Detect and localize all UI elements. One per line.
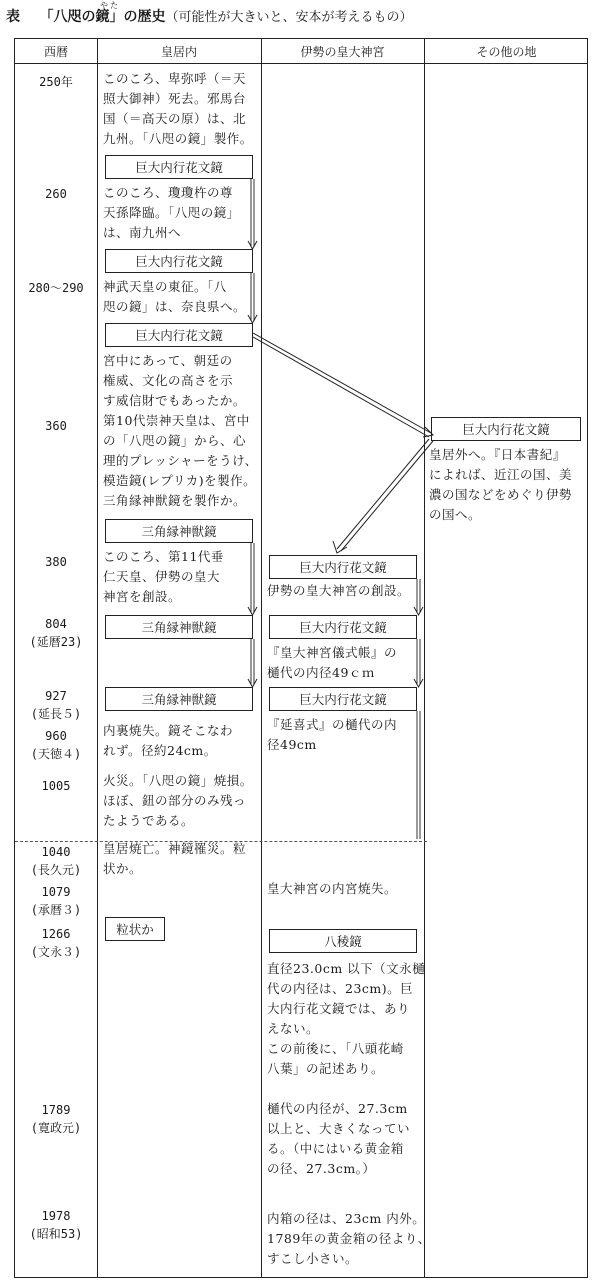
mirror-box-sankaku: 三角縁神獣鏡 bbox=[105, 687, 253, 711]
year-label: (延長５) bbox=[30, 707, 82, 721]
year-label: (承暦３) bbox=[30, 903, 82, 917]
palace-entry-260: このころ、瓊瓊杵の尊 天孫降臨。「八咫の鏡」 は、南九州へ bbox=[103, 185, 240, 240]
mirror-box-kyodai-ise: 巨大内行花文鏡 bbox=[269, 687, 417, 711]
palace-entry-250: このころ、卑弥呼（＝天 照大御神）死去。邪馬台 国（＝高天の原）は、北 九州。「八咫の鏡」製作。 bbox=[103, 71, 253, 146]
other-entry-360: 皇居外へ。『日本書紀』 によれば、近江の国、美 濃の国などをめぐり伊勢 の国へ。 bbox=[429, 447, 573, 522]
mirror-box-sankaku: 三角縁神獣鏡 bbox=[105, 615, 253, 639]
year-label: (延暦23) bbox=[29, 635, 83, 649]
year-label: 1789 bbox=[41, 1103, 71, 1117]
header-year: 西暦 bbox=[43, 45, 68, 59]
year-label: 280〜290 bbox=[28, 281, 84, 295]
mirror-box-yaryo: 八稜鏡 bbox=[269, 929, 417, 953]
title-main: 「八咫の鏡」の歴史 bbox=[39, 9, 166, 25]
mirror-box-ryujo: 粒状か bbox=[105, 917, 165, 941]
ise-entry-927: 『延喜式』の樋代の内 径49cm bbox=[267, 717, 398, 752]
mirror-box-kyodai: 巨大内行花文鏡 bbox=[105, 249, 253, 273]
title-prefix: 表 bbox=[6, 9, 20, 25]
history-table bbox=[14, 38, 588, 1278]
header-other: その他の地 bbox=[476, 45, 537, 59]
year-label: 1266 bbox=[41, 927, 71, 941]
col-divider bbox=[424, 39, 425, 1277]
header-palace: 皇居内 bbox=[160, 45, 197, 59]
year-label: 260 bbox=[45, 187, 67, 201]
diagonal-arrow-to-other bbox=[253, 333, 431, 437]
year-label: 960 bbox=[45, 729, 67, 743]
mirror-box-sankaku: 三角縁神獣鏡 bbox=[105, 519, 253, 543]
year-label: 1079 bbox=[41, 885, 71, 899]
year-label: 804 bbox=[45, 617, 67, 631]
ise-flow-lines bbox=[417, 579, 420, 839]
year-label: (昭和53) bbox=[29, 1227, 83, 1241]
palace-entry-360: 宮中にあって、朝廷の 権威、文化の高さを示 す威信財でもあったか。 第10代崇神天皇は、宮中 の「八咫の鏡」から、心 理的プレッシャーをうけ、 模造鏡(レプリカ)を製作。 三角縁神獣鏡を製作か。 bbox=[103, 353, 258, 508]
year-label: 1005 bbox=[41, 779, 71, 793]
col-divider bbox=[261, 39, 262, 1277]
year-label: 927 bbox=[45, 689, 67, 703]
header-ise: 伊勢の皇大神宮 bbox=[300, 45, 385, 59]
palace-entry-380: このころ、第11代垂 仁天皇、伊勢の皇大 神宮を創設。 bbox=[103, 549, 224, 604]
year-label: 380 bbox=[45, 555, 67, 569]
year-label: (寛政元) bbox=[30, 1121, 82, 1135]
mirror-box-kyodai: 巨大内行花文鏡 bbox=[105, 155, 253, 179]
year-label: (長久元) bbox=[30, 863, 82, 877]
mirror-box-kyodai-ise: 巨大内行花文鏡 bbox=[269, 555, 417, 579]
year-label: (天徳４) bbox=[30, 747, 82, 761]
header-divider bbox=[15, 63, 587, 64]
year-label: (文永３) bbox=[30, 945, 82, 959]
mirror-box-kyodai-other: 巨大内行花文鏡 bbox=[431, 417, 581, 441]
year-label: 250年 bbox=[39, 75, 73, 89]
mirror-box-kyodai: 巨大内行花文鏡 bbox=[105, 323, 253, 347]
mirror-box-kyodai-ise: 巨大内行花文鏡 bbox=[269, 615, 417, 639]
year-label: 1978 bbox=[41, 1209, 71, 1223]
year-label: 1040 bbox=[41, 845, 71, 859]
ise-entry-1789: 樋代の内径が、27.3cm 以上と、大きくなってい る。（中にはいる黄金箱 の径、27.3cm。） bbox=[267, 1101, 411, 1176]
ise-entry-1079: 皇大神宮の内宮焼失。 bbox=[267, 881, 398, 896]
ise-entry-1266: 直径23.0cm 以下（文永樋 代の内径は、23cm)。巨 大内行花文鏡では、あり えない。 この前後に、「八頭花崎 八葉」の記述あり。 bbox=[267, 961, 426, 1076]
palace-entry-1005: 火災。「八咫の鏡」焼損。 ほぼ、鈕の部分のみ残っ たようである。 bbox=[103, 773, 253, 828]
palace-entry-280: 神武天皇の東征。「八 咫の鏡」は、奈良県へ。 bbox=[103, 279, 247, 314]
table-title bbox=[6, 6, 413, 26]
palace-entry-960: 内裏焼失。鏡そこなわ れず。径約24cm。 bbox=[103, 723, 234, 758]
ise-entry-380: 伊勢の皇大神宮の創設。 bbox=[267, 583, 411, 598]
ise-entry-804: 『皇大神宮儀式帳』の 樋代の内径49ｃｍ bbox=[267, 645, 398, 680]
col-divider bbox=[97, 39, 98, 1277]
title-note: （可能性が大きいと、安本が考えるもの） bbox=[165, 10, 413, 25]
ise-entry-1978: 内箱の径は、23cm 内外。 1789年の黄金箱の径より、 すこし小さい。 bbox=[267, 1211, 431, 1266]
palace-entry-1040: 皇居焼亡。神鏡罹災。粒 状か。 bbox=[103, 841, 247, 876]
diagonal-arrow-to-ise bbox=[337, 439, 433, 551]
year-label: 360 bbox=[45, 419, 67, 433]
title-ruby: やた bbox=[100, 1, 120, 10]
